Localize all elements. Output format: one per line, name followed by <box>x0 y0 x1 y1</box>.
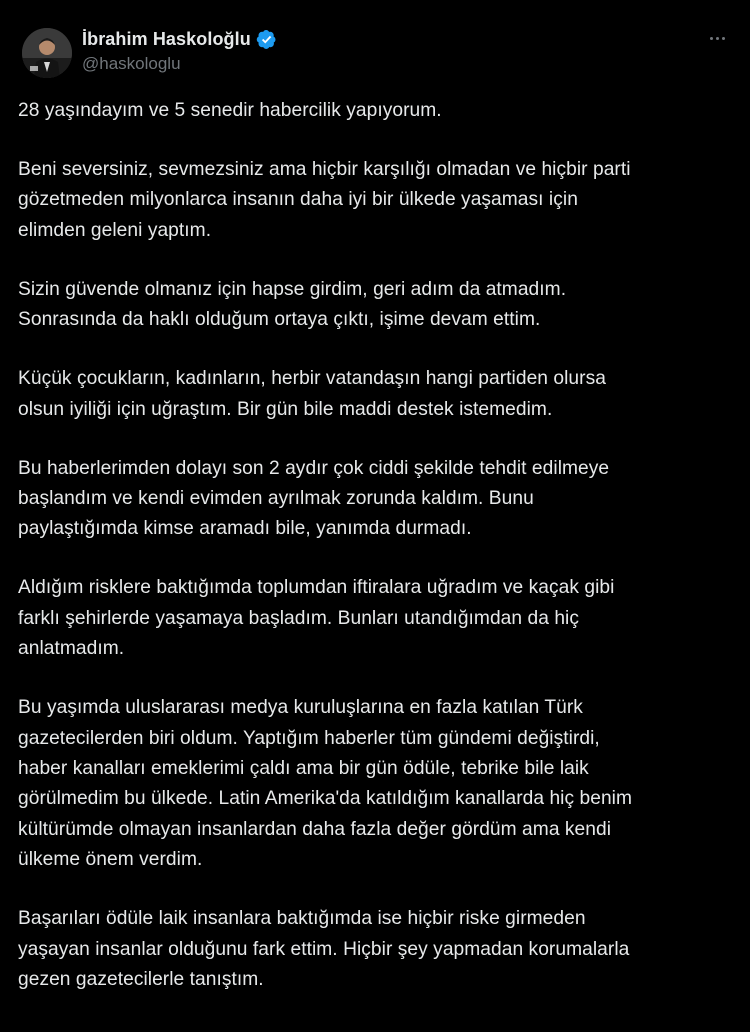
tweet-text-line: yaşayan insanlar olduğunu fark ettim. Hiçbir şey yapmadan korumalarla <box>18 938 630 960</box>
name-row <box>82 27 277 51</box>
tweet-text-line: haber kanalları emeklerimi çaldı ama bir gün ödüle, tebrike bile laik <box>18 758 589 780</box>
tweet-paragraph <box>18 904 732 995</box>
author-handle[interactable]: @haskologlu <box>82 54 181 73</box>
tweet-text-line: Sonrasında da haklı olduğum ortaya çıktı, işime devam ettim. <box>18 309 541 331</box>
tweet-header <box>18 22 732 80</box>
tweet-text-line: gözetmeden milyonlarca insanın daha iyi bir ülkede yaşaması için <box>18 189 578 211</box>
tweet-body <box>18 96 732 1024</box>
tweet-text-line: Bu haberlerimden dolayı son 2 aydır çok ciddi şekilde tehdit edilmeye <box>18 457 610 479</box>
tweet-text-line: Başarıları ödüle laik insanlara baktığımda ise hiçbir riske girmeden <box>18 908 586 930</box>
tweet-text-line: kültürümde olmayan insanlardan daha fazla değer gördüm ama kendi <box>18 818 612 840</box>
tweet-text-line: Aldığım risklere baktığımda toplumdan iftiralara uğradım ve kaçak gibi <box>18 577 615 599</box>
tweet-text-line: 28 yaşındayım ve 5 senedir habercilik yapıyorum. <box>18 100 442 121</box>
tweet-text-line: Bu yaşımda uluslararası medya kuruluşlarına en fazla katılan Türk <box>18 697 583 719</box>
tweet-text-line: ülkeme önem verdim. <box>18 849 203 871</box>
tweet-paragraph <box>18 155 732 246</box>
tweet-text-line: olsun iyiliği için uğraştım. Bir gün bile maddi destek istemedim. <box>18 398 553 420</box>
display-name[interactable]: İbrahim Haskoloğlu <box>82 29 251 49</box>
more-dot <box>716 37 719 40</box>
tweet-text-line: Küçük çocukların, kadınların, herbir vatandaşın hangi partiden olursa <box>18 368 606 390</box>
tweet-text-line: görülmedim bu ülkede. Latin Amerika'da katıldığım kanallarda hiç benim <box>18 788 633 810</box>
tweet-text-line: elimden geleni yaptım. <box>18 219 212 241</box>
tweet-paragraph <box>18 275 732 336</box>
tweet-paragraph <box>18 364 732 425</box>
tweet-text-line: Sizin güvende olmanız için hapse girdim, geri adım da atmadım. <box>18 278 567 300</box>
more-options-icon[interactable] <box>702 26 732 50</box>
tweet-paragraph <box>18 96 732 126</box>
tweet-paragraph <box>18 573 732 664</box>
tweet-paragraph <box>18 693 732 875</box>
tweet-text-line: başlandım ve kendi evimden ayrılmak zorunda kaldım. Bunu <box>18 488 534 510</box>
avatar[interactable] <box>22 28 72 78</box>
tweet-paragraph <box>18 454 732 545</box>
more-dot <box>710 37 713 40</box>
tweet-text-line: gezen gazetecilerle tanıştım. <box>18 969 264 991</box>
tweet-text-line: paylaştığımda kimse aramadı bile, yanımda durmadı. <box>18 518 472 540</box>
avatar-image <box>22 28 72 78</box>
tweet-text-line: anlatmadım. <box>18 638 125 660</box>
author-names <box>82 27 277 76</box>
tweet-text-line: gazetecilerden biri oldum. Yaptığım haberler tüm gündemi değiştirdi, <box>18 727 600 749</box>
more-dot <box>722 37 725 40</box>
verified-badge-icon[interactable] <box>256 29 277 50</box>
tweet-text-line: Beni seversiniz, sevmezsiniz ama hiçbir karşılığı olmadan ve hiçbir parti <box>18 159 631 180</box>
tweet-text-line: farklı şehirlerde yaşamaya başladım. Bunları utandığımdan da hiç <box>18 607 579 629</box>
